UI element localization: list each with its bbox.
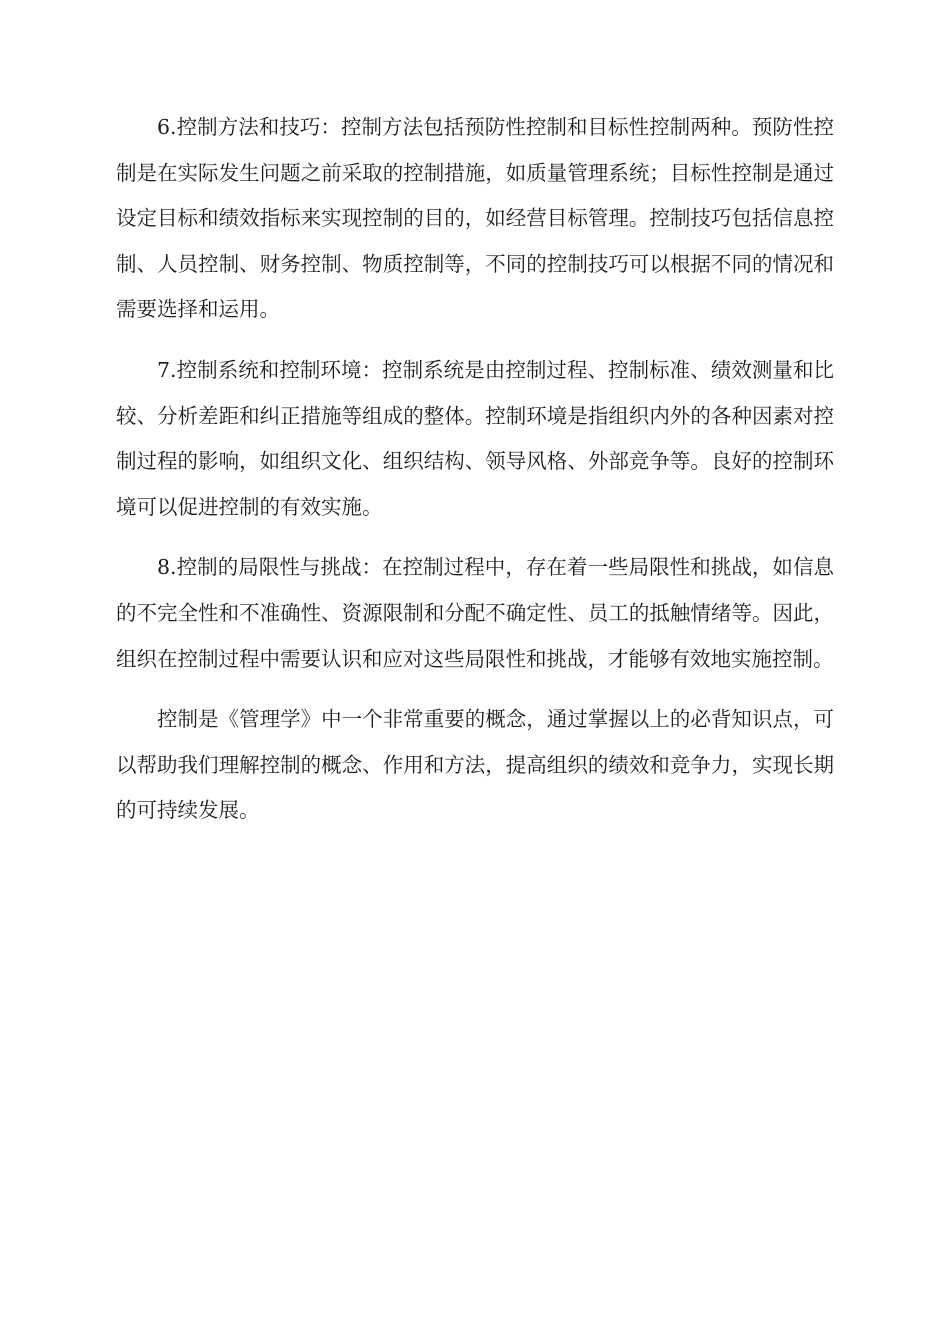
paragraph-conclusion: 控制是《管理学》中一个非常重要的概念，通过掌握以上的必背知识点，可以帮助我们理解控制的概念、作用和方法，提高组织的绩效和竞争力，实现长期的可持续发展。: [116, 707, 834, 823]
document-body: [116, 105, 834, 834]
paragraph-control-limitations: 8.控制的局限性与挑战：在控制过程中，存在着一些局限性和挑战，如信息的不完全性和不准确性、资源限制和分配不确定性、员工的抵触情绪等。因此，组织在控制过程中需要认识和应对这些局限性和挑战，才能够有效地实施控制。: [116, 555, 834, 671]
paragraph-control-methods: 6.控制方法和技巧：控制方法包括预防性控制和目标性控制两种。预防性控制是在实际发生问题之前采取的控制措施，如质量管理系统；目标性控制是通过设定目标和绩效指标来实现控制的目的，如经营目标管理。控制技巧包括信息控制、人员控制、财务控制、物质控制等，不同的控制技巧可以根据不同的情况和需要选择和运用。: [116, 115, 834, 322]
paragraph-control-system: 7.控制系统和控制环境：控制系统是由控制过程、控制标准、绩效测量和比较、分析差距和纠正措施等组成的整体。控制环境是指组织内外的各种因素对控制过程的影响，如组织文化、组织结构、领导风格、外部竞争等。良好的控制环境可以促进控制的有效实施。: [116, 357, 834, 519]
